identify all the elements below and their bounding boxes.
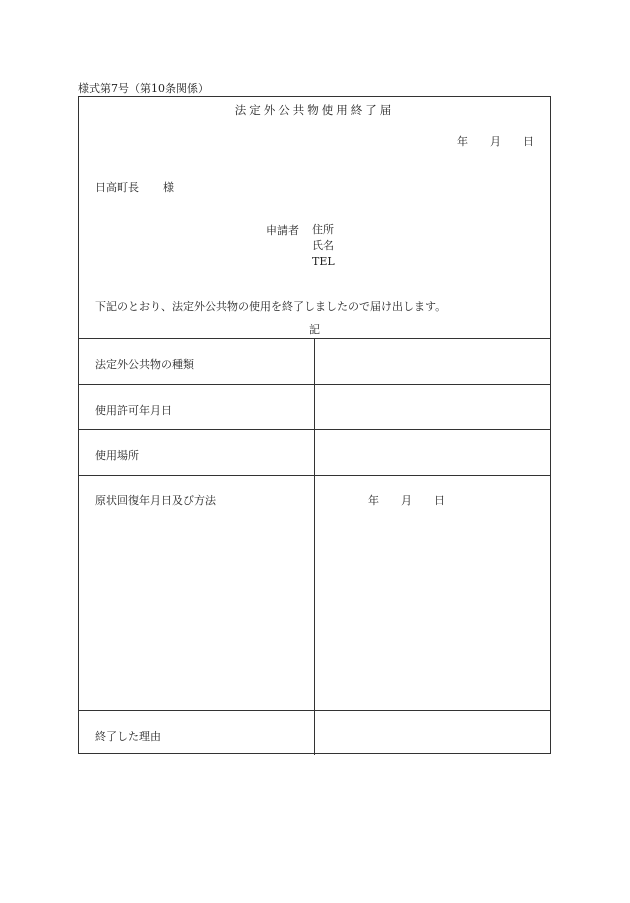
applicant-address-label: 住所 (312, 223, 334, 236)
restore-year-label: 年 (368, 494, 379, 507)
details-table (79, 338, 550, 755)
applicant-fields (312, 222, 335, 270)
row-label: 法定外公共物の種類 (95, 358, 194, 371)
restore-day-label: 日 (434, 494, 445, 507)
table-row (79, 339, 550, 385)
label-cell (79, 385, 315, 429)
restoration-date (368, 492, 445, 508)
applicant-label: 申請者 (266, 224, 299, 237)
restore-month-label: 月 (401, 494, 412, 507)
row-label: 終了した理由 (95, 730, 161, 743)
addressee-honorific: 様 (163, 181, 174, 194)
label-cell (79, 476, 315, 710)
usage-location-field[interactable] (315, 430, 550, 475)
form-number: 様式第7号（第10条関係） (78, 82, 209, 95)
date-day-label: 日 (523, 135, 534, 148)
ki-heading: 記 (309, 323, 320, 336)
table-row (79, 711, 550, 755)
addressee (95, 179, 174, 195)
submission-date (457, 133, 534, 149)
label-cell (79, 430, 315, 475)
row-label: 使用場所 (95, 449, 139, 462)
table-row (79, 430, 550, 476)
document-title: 法定外公共物使用終了届 (234, 103, 395, 117)
row-label: 原状回復年月日及び方法 (95, 494, 216, 507)
label-cell (79, 339, 315, 384)
form-document (78, 96, 551, 754)
applicant-tel-label: TEL (312, 255, 335, 268)
date-year-label: 年 (457, 135, 468, 148)
table-row (79, 385, 550, 430)
public-property-type-field[interactable] (315, 339, 550, 384)
applicant-name-label: 氏名 (312, 239, 334, 252)
permit-date-field[interactable] (315, 385, 550, 429)
statement-text: 下記のとおり、法定外公共物の使用を終了しましたので届け出します。 (95, 300, 447, 313)
addressee-name: 日高町長 (95, 181, 139, 194)
restoration-field[interactable] (315, 476, 550, 710)
label-cell (79, 711, 315, 755)
form-header-section (79, 97, 550, 338)
date-month-label: 月 (490, 135, 501, 148)
row-label: 使用許可年月日 (95, 404, 172, 417)
termination-reason-field[interactable] (315, 711, 550, 755)
table-row (79, 476, 550, 711)
